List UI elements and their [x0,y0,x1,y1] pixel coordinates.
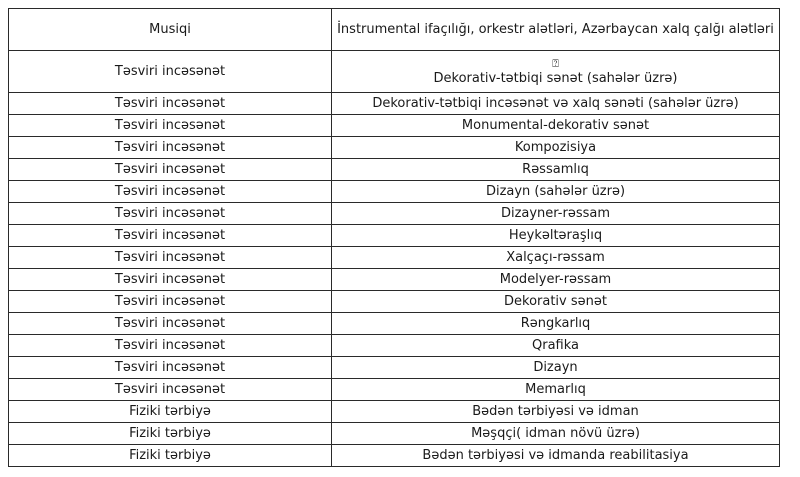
table-row [9,357,780,379]
table-row [9,137,780,159]
table-cell-subject: Təsviri incəsənət [9,225,332,247]
table-cell-specialty: Məşqçi( idman növü üzrə) [332,423,780,445]
table-cell-specialty: Dizayn (sahələr üzrə) [332,181,780,203]
table-cell-subject: Təsviri incəsənət [9,203,332,225]
missing-glyph-icon: ⍰ [552,56,559,70]
table-row [9,159,780,181]
table-cell-specialty: Modelyer-rəssam [332,269,780,291]
document-page [8,8,779,467]
table-cell-specialty: Kompozisiya [332,137,780,159]
table-cell-specialty: İnstrumental ifaçılığı, orkestr alətləri, Azərbaycan xalq çalğı alətləri [332,9,780,51]
table-row [9,379,780,401]
table-cell-subject: Təsviri incəsənət [9,115,332,137]
table-cell-subject: Təsviri incəsənət [9,269,332,291]
table-row [9,115,780,137]
table-row [9,203,780,225]
table-cell-subject: Təsviri incəsənət [9,181,332,203]
table-header-row [9,9,780,51]
table-cell-specialty: Dizayn [332,357,780,379]
table-cell-specialty: Rəngkarlıq [332,313,780,335]
table-row [9,247,780,269]
table-cell-specialty: Heykəltəraşlıq [332,225,780,247]
table-cell-subject: Təsviri incəsənət [9,159,332,181]
table-cell-specialty: Rəssamlıq [332,159,780,181]
specialties-table [8,8,780,467]
table-row [9,335,780,357]
table-cell-specialty: Bədən tərbiyəsi və idman [332,401,780,423]
table-row [9,181,780,203]
table-row [9,423,780,445]
table-cell-subject: Təsviri incəsənət [9,51,332,93]
table-row [9,313,780,335]
table-cell-specialty: Memarlıq [332,379,780,401]
table-row [9,291,780,313]
table-row [9,93,780,115]
table-cell-specialty: Qrafika [332,335,780,357]
table-row [9,225,780,247]
table-cell-specialty: Xalçaçı-rəssam [332,247,780,269]
table-cell-specialty: Bədən tərbiyəsi və idmanda reabilitasiya [332,445,780,467]
table-cell-subject: Fiziki tərbiyə [9,423,332,445]
table-cell-specialty: Dizayner-rəssam [332,203,780,225]
table-cell-subject: Təsviri incəsənət [9,379,332,401]
table-row [9,269,780,291]
table-cell-subject: Fiziki tərbiyə [9,445,332,467]
table-cell-specialty [332,51,780,93]
table-cell-subject: Təsviri incəsənət [9,291,332,313]
table-cell-specialty: Dekorativ sənət [332,291,780,313]
table-row [9,401,780,423]
table-cell-specialty: Monumental-dekorativ sənət [332,115,780,137]
table-cell-subject: Təsviri incəsənət [9,335,332,357]
table-cell-subject: Təsviri incəsənət [9,93,332,115]
table-cell-subject: Təsviri incəsənət [9,247,332,269]
table-row [9,445,780,467]
table-cell-subject: Təsviri incəsənət [9,313,332,335]
table-cell-subject: Fiziki tərbiyə [9,401,332,423]
table-cell-subject: Təsviri incəsənət [9,137,332,159]
table-row [9,51,780,93]
specialty-text: Dekorativ-tətbiqi sənət (sahələr üzrə) [433,70,678,86]
table-cell-specialty: Dekorativ-tətbiqi incəsənət və xalq sənəti (sahələr üzrə) [332,93,780,115]
table-cell-subject: Musiqi [9,9,332,51]
table-cell-subject: Təsviri incəsənət [9,357,332,379]
